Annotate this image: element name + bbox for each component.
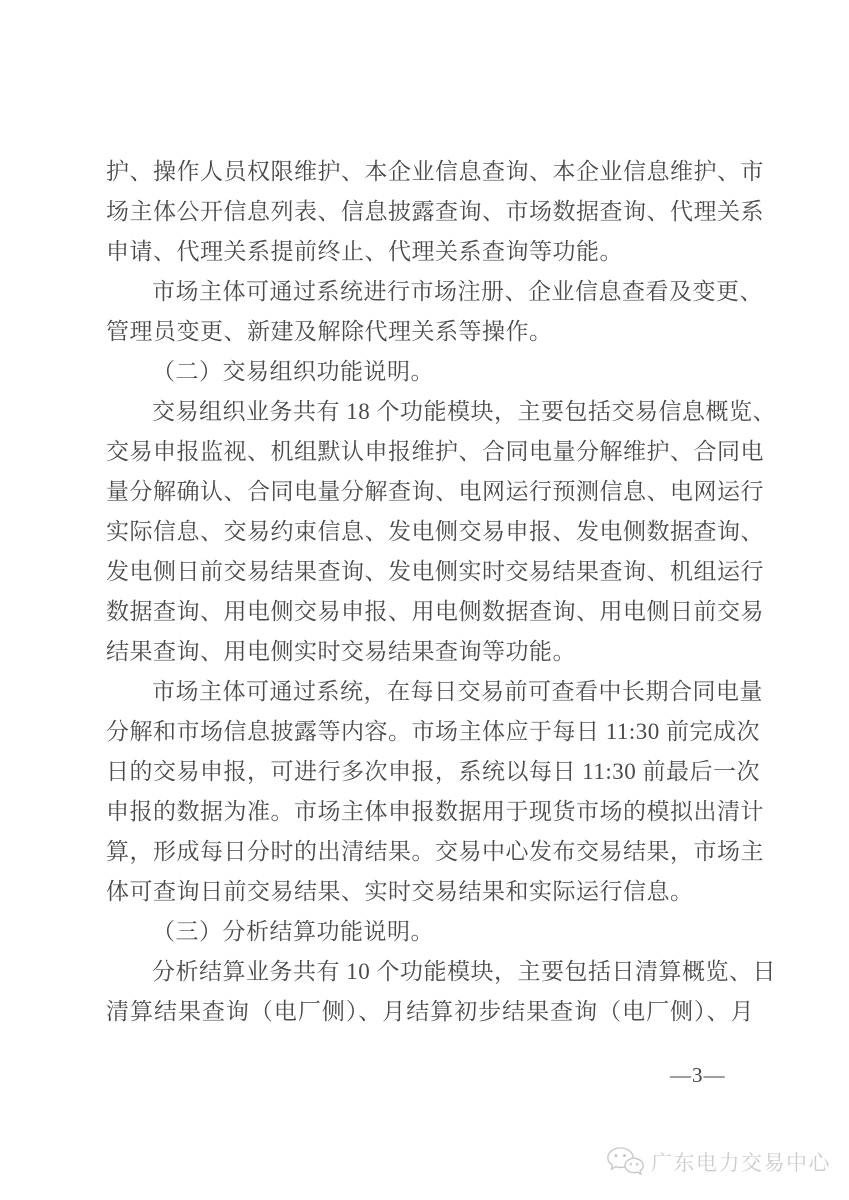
document-line: 分解和市场信息披露等内容。市场主体应于每日 11:30 前完成次	[106, 719, 761, 744]
watermark	[606, 1146, 831, 1177]
document-line: 交易申报监视、机组默认申报维护、合同电量分解维护、合同电	[106, 439, 764, 464]
document-line: 发电侧日前交易结果查询、发电侧实时交易结果查询、机组运行	[106, 559, 764, 584]
document-line: 分析结算业务共有 10 个功能模块，主要包括日清算概览、日	[152, 959, 776, 984]
document-line: 市场主体可通过系统，在每日交易前可查看中长期合同电量	[152, 679, 763, 704]
document-line: 市场主体可通过系统进行市场注册、企业信息查看及变更、	[152, 279, 763, 304]
document-line: 场主体公开信息列表、信息披露查询、市场数据查询、代理关系	[106, 199, 764, 224]
document-section-heading: （三）分析结算功能说明。	[152, 919, 434, 944]
document-text-block	[106, 152, 776, 1032]
document-line: 数据查询、用电侧交易申报、用电侧数据查询、用电侧日前交易	[106, 599, 764, 624]
document-line: 体可查询日前交易结果、实时交易结果和实际运行信息。	[106, 879, 694, 904]
document-line: 日的交易申报，可进行多次申报，系统以每日 11:30 前最后一次	[106, 759, 761, 784]
document-line: 清算结果查询（电厂侧）、月结算初步结果查询（电厂侧）、月	[106, 999, 754, 1024]
document-line: 申请、代理关系提前终止、代理关系查询等功能。	[106, 239, 623, 264]
document-line: 实际信息、交易约束信息、发电侧交易申报、发电侧数据查询、	[106, 519, 764, 544]
document-line: 量分解确认、合同电量分解查询、电网运行预测信息、电网运行	[106, 479, 764, 504]
watermark-source-label: 广东电力交易中心	[651, 1151, 831, 1175]
document-line: 管理员变更、新建及解除代理关系等操作。	[106, 319, 553, 344]
document-line: 护、操作人员权限维护、本企业信息查询、本企业信息维护、市	[106, 159, 764, 184]
document-line: 算，形成每日分时的出清结果。交易中心发布交易结果，市场主	[106, 839, 764, 864]
wechat-icon	[606, 1146, 644, 1177]
document-line: 交易组织业务共有 18 个功能模块，主要包括交易信息概览、	[152, 399, 776, 424]
document-line: 申报的数据为准。市场主体申报数据用于现货市场的模拟出清计	[106, 799, 764, 824]
document-line: 结果查询、用电侧实时交易结果查询等功能。	[106, 639, 576, 664]
document-section-heading: （二）交易组织功能说明。	[152, 359, 434, 384]
page-number: —3—	[670, 1063, 726, 1087]
